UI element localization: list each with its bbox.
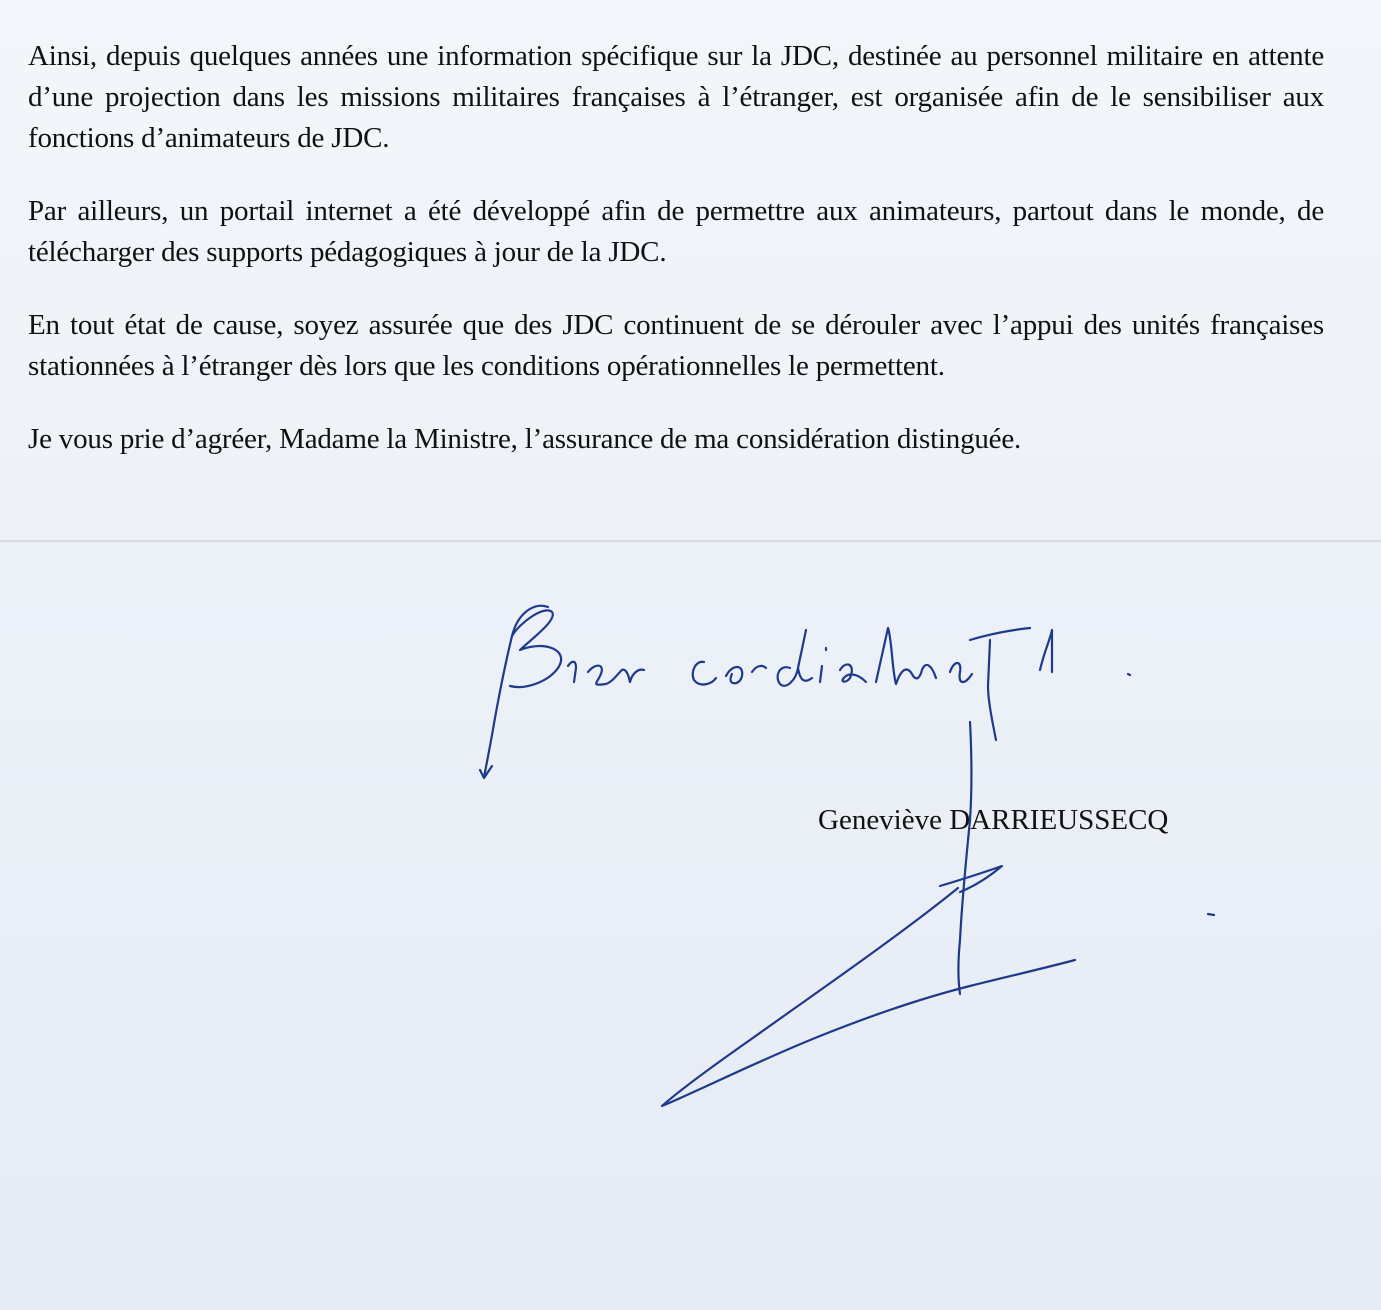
paragraph-2: Par ailleurs, un portail internet a été développé afin de permettre aux animateurs, partout dans le monde, de télécharger des supports pédagogiques à jour de la JDC. [28, 195, 1324, 268]
paragraph-3: En tout état de cause, soyez assurée que des JDC continuent de se dérouler avec l’appui des unités françaises stationnées à l’étranger dès lors que les conditions opérationnelles le permettent. [28, 309, 1324, 382]
paper-fold [0, 540, 1381, 1310]
letter-body [28, 36, 1324, 492]
closing-formula: Je vous prie d’agréer, Madame la Ministre, l’assurance de ma considération distinguée. [28, 423, 1022, 455]
signatory-name: Geneviève DARRIEUSSECQ [818, 804, 1169, 836]
paragraph-1: Ainsi, depuis quelques années une information spécifique sur la JDC, destinée au personnel militaire en attente d’une projection dans les missions militaires françaises à l’étranger, est organisée afin de le sensibiliser aux fonctions d’animateurs de JDC. [28, 40, 1324, 154]
